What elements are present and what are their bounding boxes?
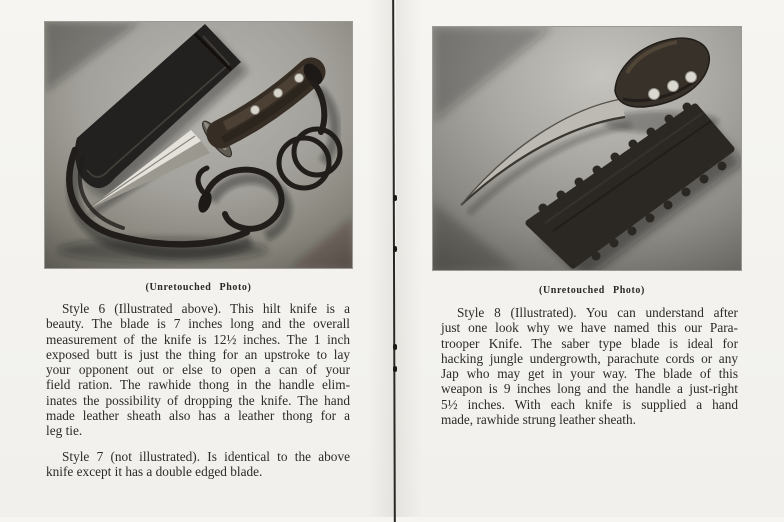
body-text-line: your opponent out or else to open a can of your bbox=[46, 362, 350, 378]
body-text-line: made leather sheath also has a leather thong for a bbox=[46, 408, 350, 424]
paratrooper-knife-illustration bbox=[433, 27, 741, 270]
rivet bbox=[686, 72, 697, 83]
left-photo-caption: (Unretouched Photo) bbox=[145, 282, 252, 293]
hilt-knife-photo bbox=[45, 22, 352, 268]
body-text-line: made, rawhide strung leather sheath. bbox=[441, 412, 636, 428]
paratrooper-knife-photo bbox=[433, 27, 741, 270]
left-page bbox=[0, 0, 392, 517]
rivet bbox=[668, 81, 679, 92]
body-text-line: beauty. The blade is 7 inches long and the overall bbox=[46, 316, 350, 332]
body-text-line: just one look why we have named this our Para- bbox=[441, 320, 738, 336]
body-text-line: Style 8 (Illustrated). You can understand after bbox=[457, 305, 738, 320]
right-photo-caption: (Unretouched Photo) bbox=[539, 285, 645, 296]
style-7-paragraph bbox=[46, 449, 350, 480]
body-text-line: field ration. The rawhide thong in the handle elim- bbox=[46, 377, 350, 393]
body-text-line: inates the possibility of dropping the knife. The hand bbox=[46, 392, 350, 408]
body-text-line: 5½ inches. With each knife is supplied a hand bbox=[441, 396, 738, 412]
body-text-line: leg tie. bbox=[46, 423, 83, 439]
body-text-line: exposed butt is just the thing for an upstroke to lay bbox=[46, 346, 350, 362]
hilt-knife-illustration bbox=[45, 22, 352, 268]
style-6-paragraph bbox=[46, 301, 350, 439]
body-text-line: knife except it has a double edged blade. bbox=[46, 463, 263, 479]
rivet bbox=[649, 89, 660, 100]
body-text-line: trooper Knife. The saber type blade is ideal for bbox=[441, 335, 738, 351]
body-text-line: measurement of the knife is 12½ inches. The 1 inch bbox=[46, 331, 350, 347]
body-text-line: Style 7 (not illustrated). Is identical to the above bbox=[62, 448, 350, 464]
left-page-text bbox=[46, 301, 350, 479]
body-text-line: Style 6 (Illustrated above). This hilt knife is a bbox=[62, 301, 350, 316]
style-8-paragraph bbox=[441, 305, 738, 427]
body-text-line: hacking jungle undergrowth, parachute cords or any bbox=[441, 350, 738, 366]
rivet bbox=[295, 74, 304, 83]
body-text-line: Jap who may get in your way. The blade of this bbox=[441, 366, 738, 382]
right-page-text bbox=[441, 305, 738, 427]
right-page bbox=[396, 0, 784, 517]
body-text-line: weapon is 9 inches long and the handle a just-right bbox=[441, 381, 738, 397]
rivet bbox=[274, 89, 283, 98]
rivet bbox=[251, 106, 260, 115]
